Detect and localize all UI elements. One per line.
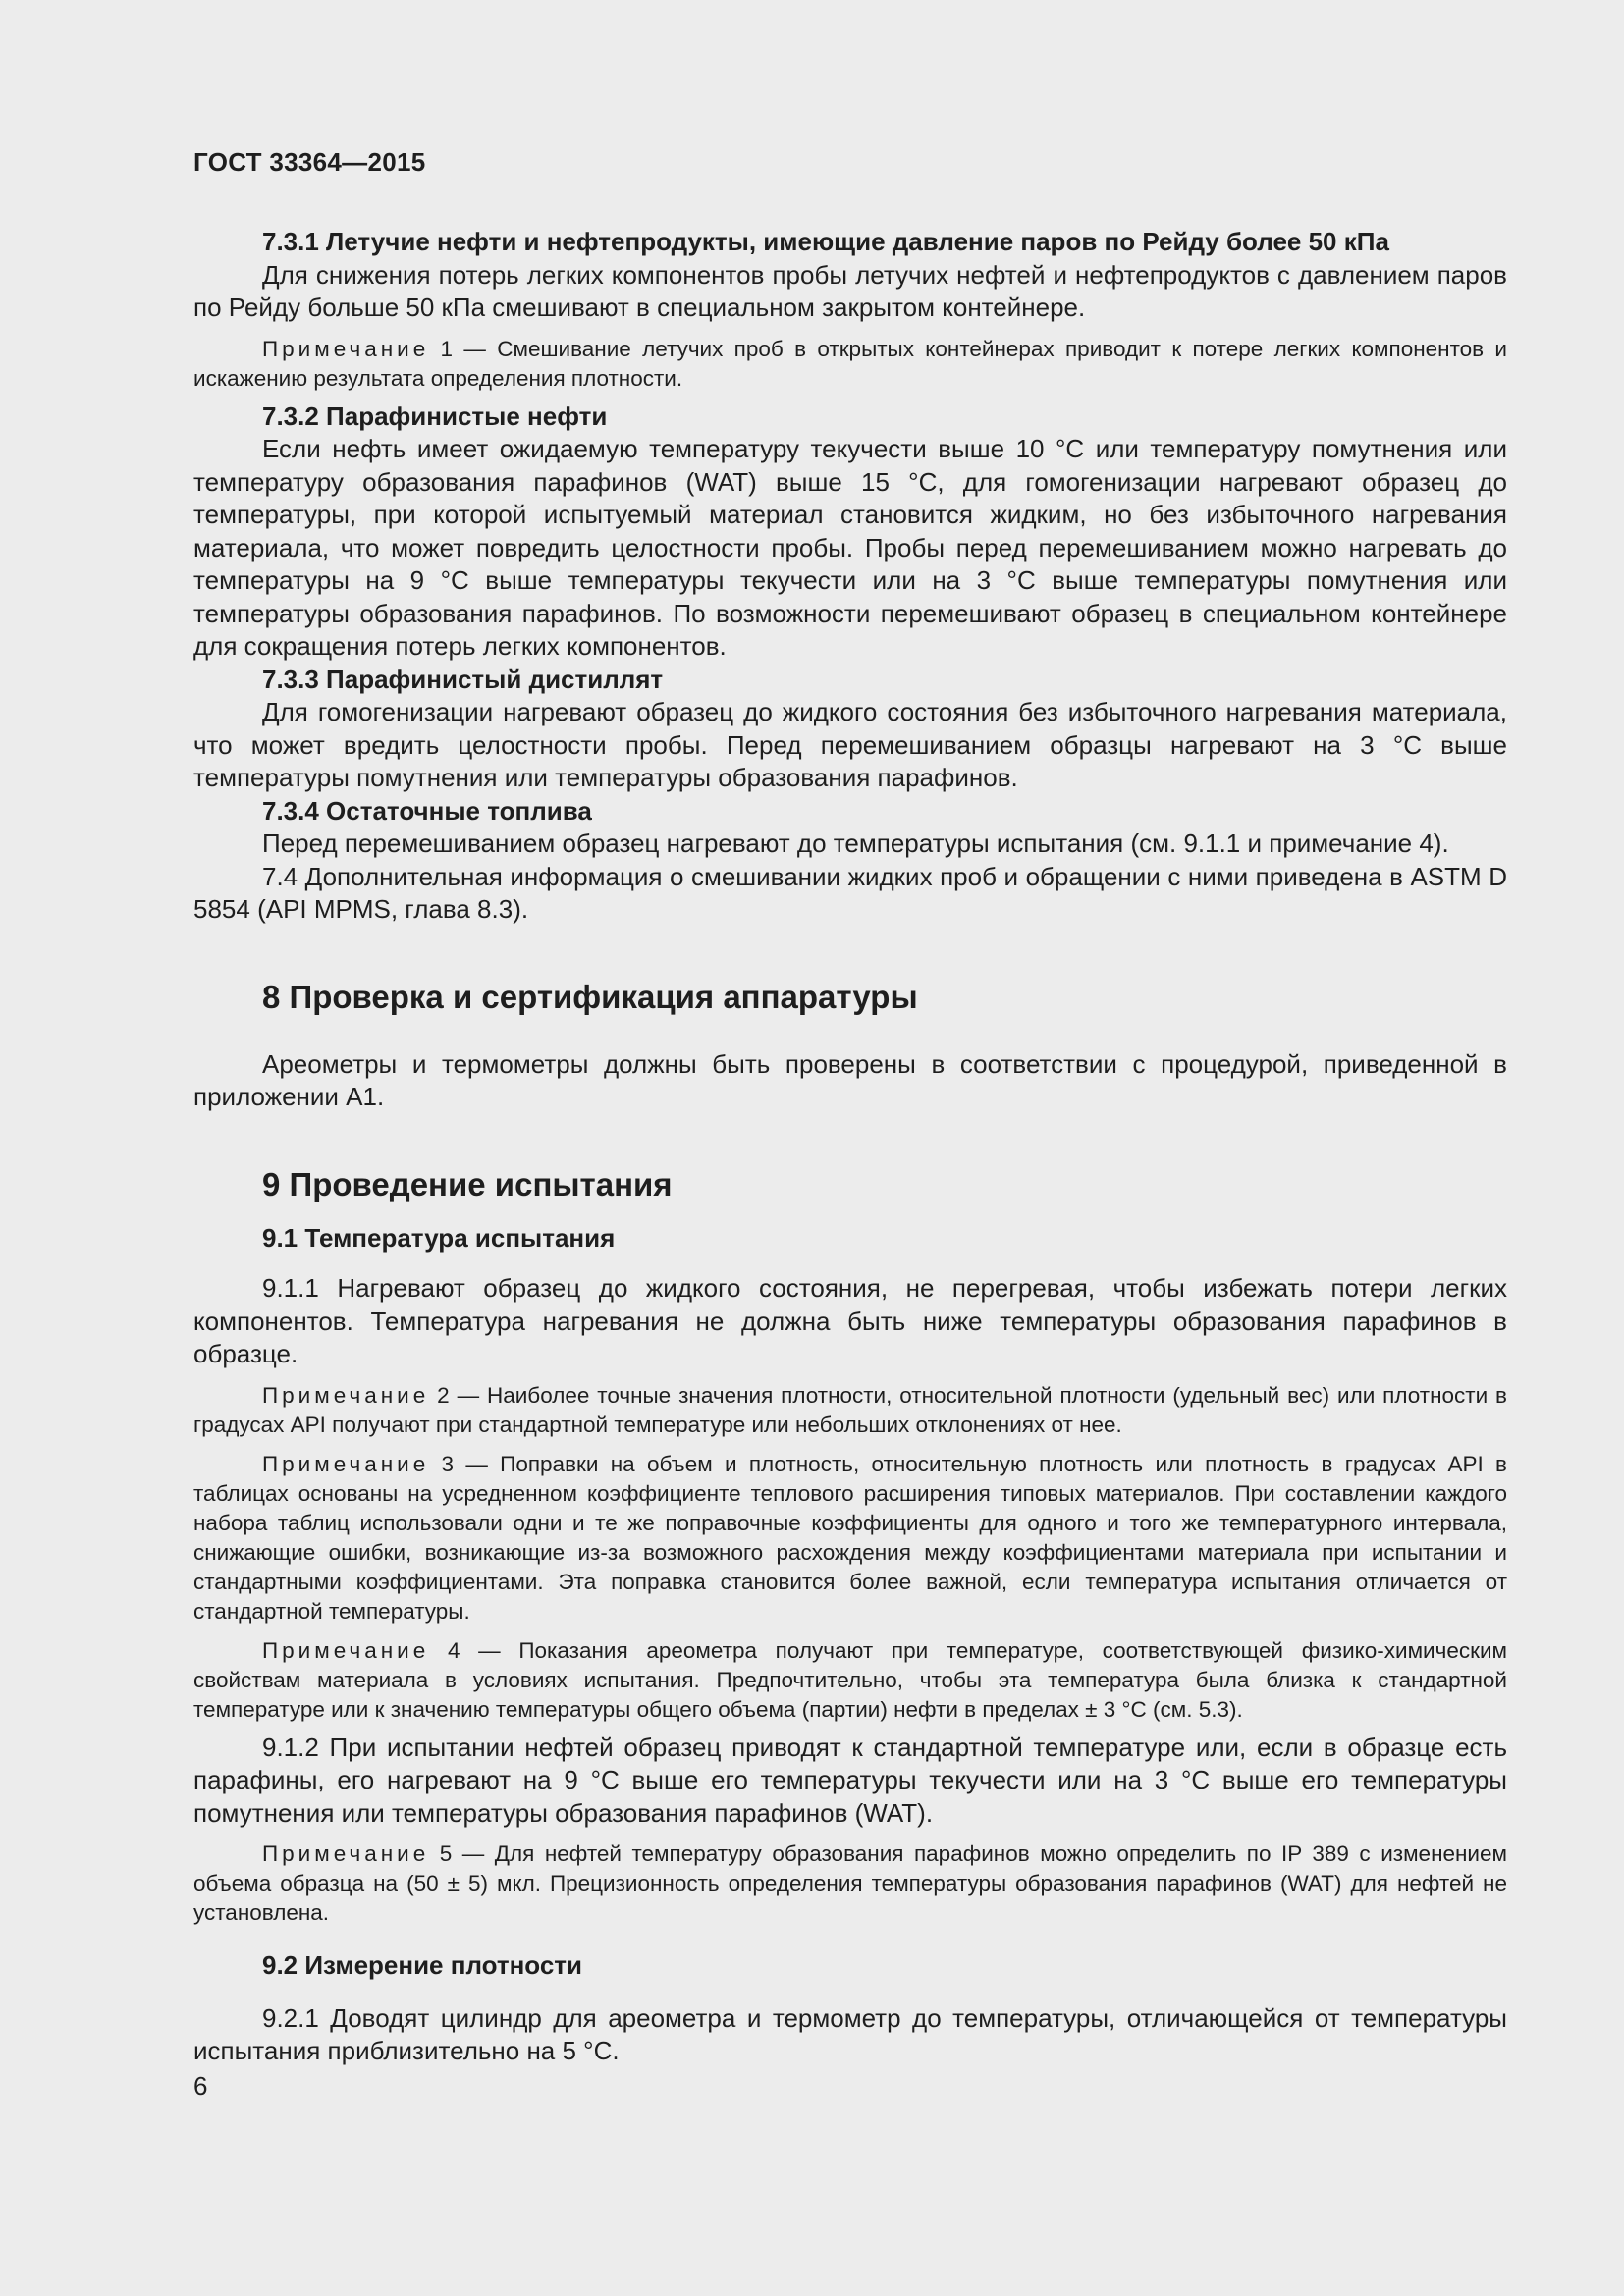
- section-7-3-1-text: Для снижения потерь легких компонентов пробы летучих нефтей и нефтепродуктов с давлением паров по Рейду больше 50 кПа смешивают в специальном закрытом контейнере.: [193, 259, 1507, 322]
- section-7-3-4-title: 7.3.4 Остаточные топлива: [262, 795, 592, 826]
- section-7-3-4-text: Перед перемешиванием образец нагревают до температуры испытания (см. 9.1.1 и примечание 4).: [262, 828, 1449, 858]
- section-7-3-2-text: Если нефть имеет ожидаемую температуру текучести выше 10 °С или температуру помутнения или температуру образования парафинов (WAT) выше 15 °С, для гомогенизации нагревают образец до температуры, при которой испытуемый материал становится жидким, но без избыточного нагревания материала, что может повредить целостности пробы. Пробы перед перемешиванием можно нагревать до температуры на 9 °С выше температуры текучести или на 3 °С выше температуры помутнения или температуры образования парафинов. По возможности перемешивают образец в специальном контейнере для сокращения потерь легких компонентов.: [193, 434, 1507, 661]
- note-3-text: 3 — Поправки на объем и плотность, относительную плотность или плотность в градусах API в таблицах основаны на усредненном коэффициенте теплового расширения типовых материалов. При составлении каждого набора таблиц использовали одни и те же поправочные коэффициенты для одного и того же температурного интервала, снижающие ошибки, возникающие из-за возможного расхождения между коэффициентами материала при испытании и стандартными коэффициентами. Эта поправка становится более важной, если температура испытания отличается от стандартной температуры.: [193, 1451, 1507, 1624]
- note-2-text: 2 — Наиболее точные значения плотности, относительной плотности (удельный вес) или плотности в градусах API получают при стандартной температуре или небольших отклонениях от нее.: [193, 1382, 1507, 1437]
- section-8-heading: 8 Проверка и сертификация аппаратуры: [262, 978, 918, 1015]
- section-9-2-title: 9.2 Измерение плотности: [262, 1950, 583, 1980]
- note-4-label: Примечание: [262, 1637, 430, 1663]
- section-9-1-2-text: 9.1.2 При испытании нефтей образец приводят к стандартной температуре или, если в образце есть парафины, его нагревают на 9 °С выше его температуры текучести или на 3 °С выше его температуры помутнения или температуры образования парафинов (WAT).: [193, 1732, 1507, 1828]
- note-3-label: Примечание: [262, 1451, 430, 1476]
- document-body: [193, 226, 1507, 2068]
- note-5-label: Примечание: [262, 1842, 430, 1866]
- note-5: [193, 1840, 1507, 1928]
- note-3: [193, 1450, 1507, 1627]
- note-2-label: Примечание: [262, 1382, 430, 1408]
- document-header: ГОСТ 33364—2015: [193, 147, 426, 177]
- note-4-text: 4 — Показания ареометра получают при температуре, соответствующей физико-химическим свойствам материала в условиях испытания. Предпочтительно, чтобы эта температура была близка к стандартной температуре или к значению температуры общего объема (партии) нефти в пределах ± 3 °С (см. 5.3).: [193, 1637, 1507, 1722]
- note-5-text: 5 — Для нефтей температуру образования парафинов можно определить по IP 389 с изменением объема образца на (50 ± 5) мкл. Прецизионность определения температуры образования парафинов (WAT) для нефтей не установлена.: [193, 1842, 1507, 1925]
- section-7-3-1-title: 7.3.1 Летучие нефти и нефтепродукты, имеющие давление паров по Рейду более 50 кПа: [262, 227, 1389, 256]
- page-number: 6: [193, 2071, 208, 2101]
- section-9-heading: 9 Проведение испытания: [262, 1165, 673, 1202]
- section-9-2-1-text: 9.2.1 Доводят цилиндр для ареометра и термометр до температуры, отличающейся от температуры испытания приблизительно на 5 °С.: [193, 2002, 1507, 2065]
- section-7-3-2-title: 7.3.2 Парафинистые нефти: [262, 400, 608, 431]
- note-1: [193, 335, 1507, 394]
- section-9-1-title: 9.1 Температура испытания: [262, 1222, 616, 1253]
- section-7-3-3-title: 7.3.3 Парафинистый дистиллят: [262, 664, 664, 694]
- note-1-text: 1 — Смешивание летучих проб в открытых контейнерах приводит к потере легких компонентов и искажению результата определения плотности.: [193, 336, 1507, 391]
- section-7-4-text: 7.4 Дополнительная информация о смешивании жидких проб и обращении с ними приведена в ASTM D 5854 (API MPMS, глава 8.3).: [193, 861, 1507, 924]
- section-9-1-1-text: 9.1.1 Нагревают образец до жидкого состояния, не перегревая, чтобы избежать потери легких компонентов. Температура нагревания не должна быть ниже температуры образования парафинов в образце.: [193, 1273, 1507, 1368]
- section-8-text: Ареометры и термометры должны быть проверены в соответствии с процедурой, приведенной в приложении А1.: [193, 1048, 1507, 1111]
- note-4: [193, 1636, 1507, 1725]
- section-7-3-3-text: Для гомогенизации нагревают образец до жидкого состояния без избыточного нагревания материала, что может вредить целостности пробы. Перед перемешиванием образцы нагревают на 3 °С выше температуры помутнения или температуры образования парафинов.: [193, 697, 1507, 792]
- note-2: [193, 1381, 1507, 1440]
- note-1-label: Примечание: [262, 336, 430, 361]
